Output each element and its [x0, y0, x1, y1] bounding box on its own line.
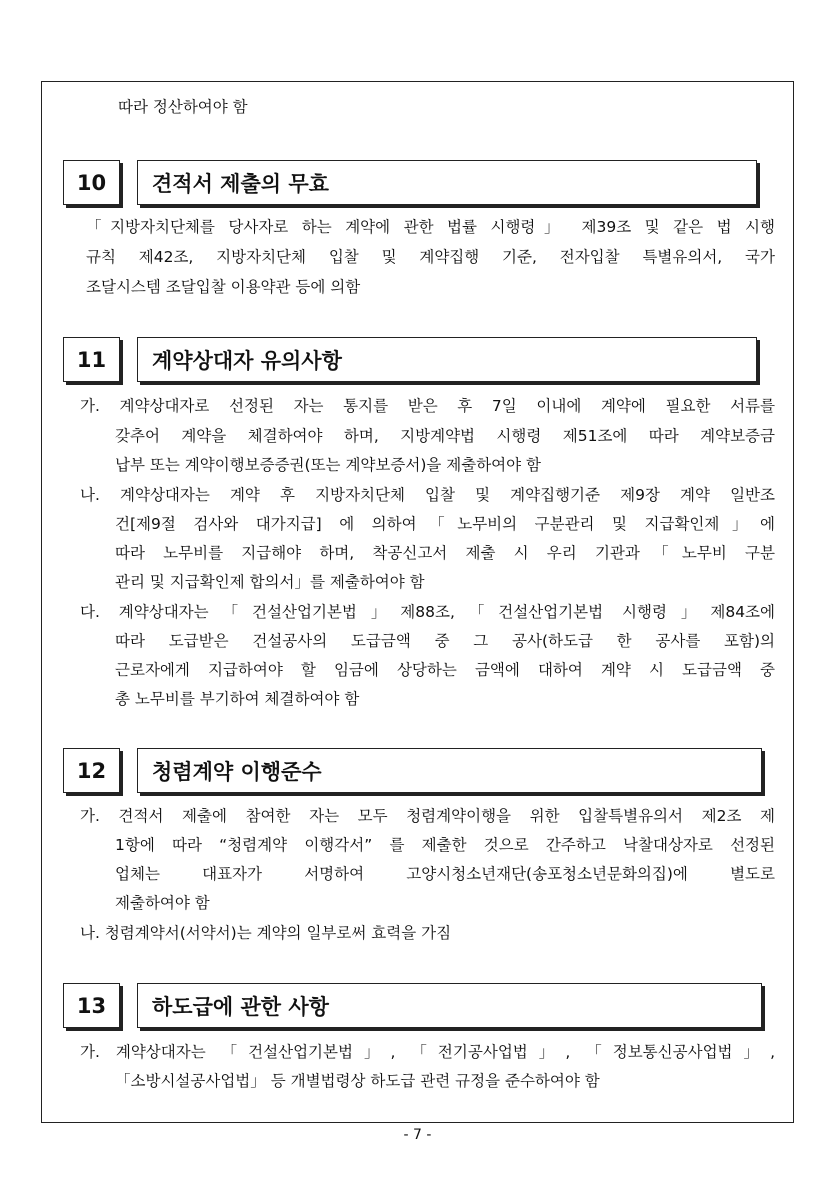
section-11-number: 11 — [63, 337, 120, 382]
section-10-title: 견적서 제출의 무효 — [137, 160, 757, 205]
section-11-line: 다. 계약상대자는「건설산업기본법」제88조,「건설산업기본법 시행령」제84조에 — [80, 603, 775, 621]
section-11-line: 따라 도급받은 건설공사의 도급금액 중 그 공사(하도급 한 공사를 포함)의 — [115, 632, 776, 650]
section-11-line: 총 노무비를 부기하여 체결하여야 함 — [115, 690, 360, 708]
section-12-line: 나. 청렴계약서(서약서)는 계약의 일부로써 효력을 가짐 — [80, 924, 452, 942]
section-13-line: 「소방시설공사업법」 등 개별법령상 하도급 관련 규정을 준수하여야 함 — [115, 1072, 600, 1090]
section-10-line: 조달시스템 조달입찰 이용약관 등에 의함 — [86, 278, 361, 296]
section-13-title: 하도급에 관한 사항 — [137, 983, 762, 1028]
section-12-number: 12 — [63, 748, 120, 793]
section-10-line: 규칙 제42조, 지방자치단체 입찰 및 계약집행 기준, 전자입찰 특별유의서, 국가 — [86, 248, 775, 266]
section-11-line: 따라 노무비를 지급해야 하며, 착공신고서 제출 시 우리 기관과「노무비 구분 — [115, 544, 775, 562]
section-12-line: 가. 견적서 제출에 참여한 자는 모두 청렴계약이행을 위한 입찰특별유의서 제2조 제 — [80, 807, 775, 825]
section-11-line: 납부 또는 계약이행보증증권(또는 계약보증서)을 제출하여야 함 — [115, 456, 542, 474]
intro-line: 따라 정산하여야 함 — [118, 98, 248, 116]
section-11-line: 근로자에게 지급하여야 할 임금에 상당하는 금액에 대하여 계약 시 도급금액 중 — [115, 661, 775, 679]
section-12-line: 1항에 따라 “청렴계약 이행각서” 를 제출한 것으로 간주하고 낙찰대상자로 선정된 — [115, 836, 775, 854]
section-11-line: 건[제9절 검사와 대가지급] 에 의하여「노무비의 구분관리 및 지급확인제」에 — [115, 515, 775, 533]
section-12-line: 제출하여야 함 — [115, 894, 210, 912]
section-11-line: 가. 계약상대자로 선정된 자는 통지를 받은 후 7일 이내에 계약에 필요한 서류를 — [80, 397, 775, 415]
section-13-line: 가. 계약상대자는 「건설산업기본법」, 「전기공사업법」, 「정보통신공사업법」, — [80, 1043, 775, 1061]
section-13-number: 13 — [63, 983, 120, 1028]
section-11-line: 나. 계약상대자는 계약 후 지방자치단체 입찰 및 계약집행기준 제9장 계약 일반조 — [80, 486, 775, 504]
section-12-title: 청렴계약 이행준수 — [137, 748, 762, 793]
section-11-line: 관리 및 지급확인제 합의서」를 제출하여야 함 — [115, 573, 425, 591]
section-11-line: 갖추어 계약을 체결하여야 하며, 지방계약법 시행령 제51조에 따라 계약보증금 — [115, 427, 775, 445]
section-12-line: 업체는 대표자가 서명하여 고양시청소년재단(송포청소년문화의집)에 별도로 — [115, 865, 775, 883]
section-11-title: 계약상대자 유의사항 — [137, 337, 757, 382]
section-10-number: 10 — [63, 160, 120, 205]
page-number: - 7 - — [403, 1127, 432, 1143]
section-10-line: 「지방자치단체를 당사자로 하는 계약에 관한 법률 시행령」 제39조 및 같은 법 시행 — [86, 218, 775, 236]
